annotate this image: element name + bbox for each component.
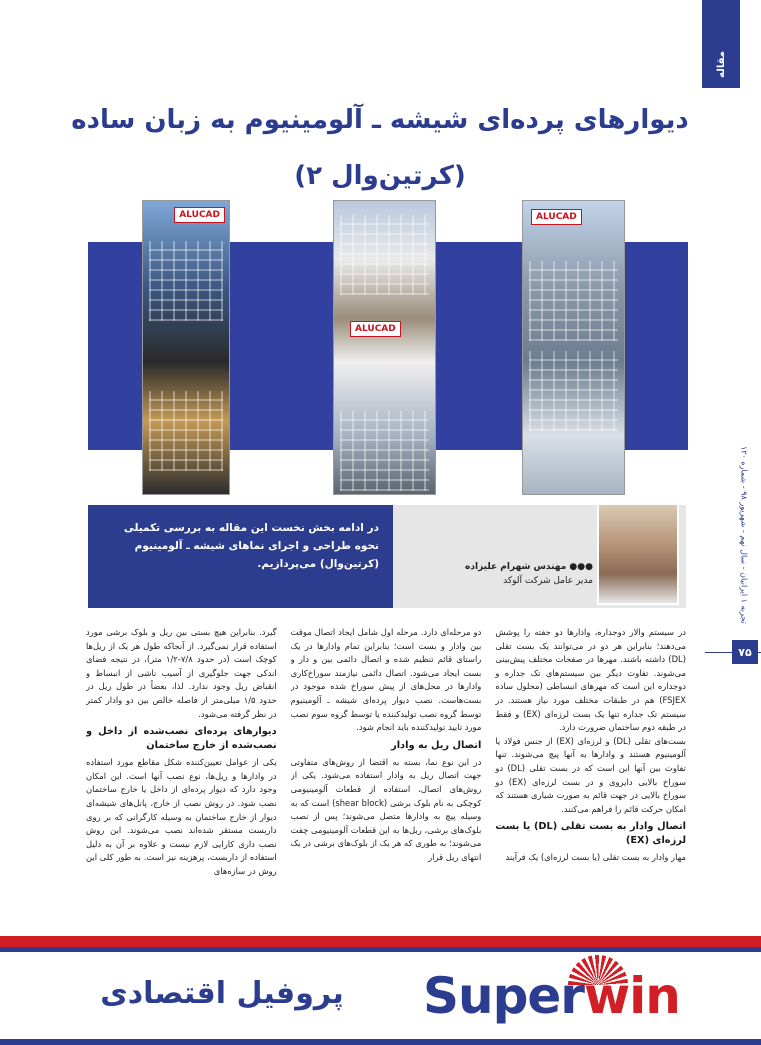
brand-win: win [583, 967, 680, 1025]
window-grid [149, 391, 223, 471]
column-2 [291, 626, 482, 926]
window-grid [340, 215, 429, 295]
article-body [86, 626, 686, 926]
magazine-side-band [733, 420, 755, 650]
subheading: دیوارهای پرده‌ای نصب‌شده از داخل و نصب‌شده از خارج ساختمان [85, 726, 277, 752]
window-grid [529, 351, 618, 431]
author-role: مدیر عامل شرکت آلوکد [503, 576, 593, 586]
article-title [60, 92, 700, 204]
building-photo-left [142, 200, 230, 495]
section-tab-label: مقاله [715, 51, 727, 78]
building-photo-center [333, 200, 436, 495]
paragraph: یکی از عوامل تعیین‌کننده شکل مقاطع مورد استفاده در وادارها و ریل‌ها، نوع نصب آنها است. این امکان وجود دارد که دیوار پرده‌ای از داخل یا خارج ساختمان نصب شود. در روش نصب از خارج، پانل‌های شیشه‌ای دیوار از خارج ساختمان به وسیله کارگرانی که بر روی داربست مستقر شده‌اند نصب می‌شوند. این روش نصب داری کارایی لازم نیست و علاوه بر آن به دلیل استفاده از داربست، پرهزینه نیز است. به طور کلی این روش در سازه‌های [85, 757, 277, 876]
window-grid [529, 261, 618, 341]
column-1 [495, 626, 686, 926]
window-grid [149, 241, 223, 321]
author-photo [597, 503, 679, 605]
subheading: اتصال وادار به بست تقلی (DL) یا بست لرزه‌ای (EX) [495, 821, 686, 847]
footer-red-stripe [0, 936, 761, 947]
footer-blue-stripe [0, 947, 761, 952]
column-3 [86, 626, 277, 926]
alucad-logo: ALUCAD [174, 207, 225, 223]
superwin-logo [423, 968, 680, 1024]
paragraph: گیرد. بنابراین هیچ بستی بین ریل و بلوک برشی مورد استفاده قرار نمی‌گیرد. از آنجاکه طول هر یک از ریل‌ها کوچک است (در حدود ۷/۸-۱/۲ متر)، در نتیجه فضای اندکی جهت جلوگیری از آسیب ناشی از انبساط و انقباض ریل وجود ندارد. لذا، بعضاً در طول ریل در حدود ۱/۵ میلی‌متر از فاصله خالص بین دو وادار کمتر در نظر گرفته می‌شود. [85, 627, 277, 719]
paragraph: دو مرحله‌ای دارد. مرحله اول شامل ایجاد اتصال موقت بین وادار و بست است؛ بنابراین تمام وادارها در یک راستای قائم تنظیم شده و اتصال دائمی بین و دار و بست ایجاد می‌شود. اتصال دائمی نیازمند سوراخ‌کاری وادارها در محل‌های از پیش سوراخ شده موجود در بست‌هاست. نصب دیوار پرده‌ای شیشه ـ آلومینیوم توسط گروه نصب تولیدکننده یا توسط گروه سوم نصب مورد تایید تولیدکننده باید انجام شود. [290, 627, 482, 733]
alucad-logo: ALUCAD [350, 321, 401, 337]
intro-box [88, 505, 393, 608]
paragraph: بست‌های تقلی (DL) و لرزه‌ای (EX) از جنس فولاد یا آلومینیوم هستند و وادارها به آنها پیچ می‌شوند. تنها تفاوت بین آنها این است که در بست تقلی (DL) دو سوراخ بالایی دایروی و در بست لرزه‌ای (EX) دو سوراخ بالایی در جهت قائم به صورت شیاری هستند که امکان حرکت قائم را فراهم می‌کنند. [495, 735, 686, 814]
title-line-1: دیوارهای پرده‌ای شیشه ـ آلومینیوم به زبان ساده [71, 105, 689, 135]
footer-bottom-bar [0, 1039, 761, 1045]
paragraph: در سیستم والار دوجداره، وادارها دو جفته را پوشش می‌دهند؛ بنابراین هر دو در می‌توانند یک بست تقلی (DL) داشته باشند. مهرها در صفحات مختلف پیش‌بینی می‌شوند. تفاوت دیگر بین سیستم‌های تک جداره و دوجداره این است که مهرهای انبساطی (محلول ساده FSJEX) هم در طبقات مختلف مورد نیاز هستند. در سیستم تک جداره تنها یک بست لرزه‌ای (EX) و فقط در طبقه دوم ساختمان ضرورت دارد. [495, 627, 686, 733]
brand-super: Super [423, 967, 584, 1025]
paragraph: در این نوع نما، بسته به اقتضا از روش‌های متفاوتی جهت اتصال ریل به وادار استفاده می‌شود. یکی از روش‌های اتصال، استفاده از قطعات آلومینیومی کوچکی به نام بلوک برشی (shear block) است که به وسیله پیچ به وادارها متصل می‌شوند؛ پس از نصب بلوک‌های برشی، ریل‌ها به این قطعات آلومینیومی چفت می‌شوند؛ به طوری که هر یک از بلوک‌های برشی در یک انتهای ریل قرار [290, 756, 482, 862]
page-number: ۷۵ [732, 640, 758, 664]
building-photo-right [522, 200, 625, 495]
author-info [395, 560, 593, 588]
paragraph: مهار وادار به بست تقلی (یا بست لرزه‌ای) یک فرآیند [505, 852, 686, 863]
side-band-text: تجربه ۱ ایرانیان - سال نهم - شهریور ۹۸ - شماره ۱۲۰ [739, 446, 749, 624]
window-grid [340, 411, 429, 491]
title-line-2: (کرتین‌وال ۲) [294, 161, 466, 191]
author-name: ●●● مهندس شهرام علیزاده [465, 562, 593, 572]
subheading: اتصال ریل به وادار [391, 739, 482, 751]
section-tab [702, 0, 740, 88]
alucad-logo: ALUCAD [531, 209, 582, 225]
ad-slogan: پروفیل اقتصادی [100, 976, 344, 1011]
intro-text: در ادامه بخش نخست این مقاله به بررسی تکمیلی نحوه طراحی و اجرای نماهای شیشه ـ آلومینیوم (کرتین‌وال) می‌پردازیم. [123, 522, 379, 570]
